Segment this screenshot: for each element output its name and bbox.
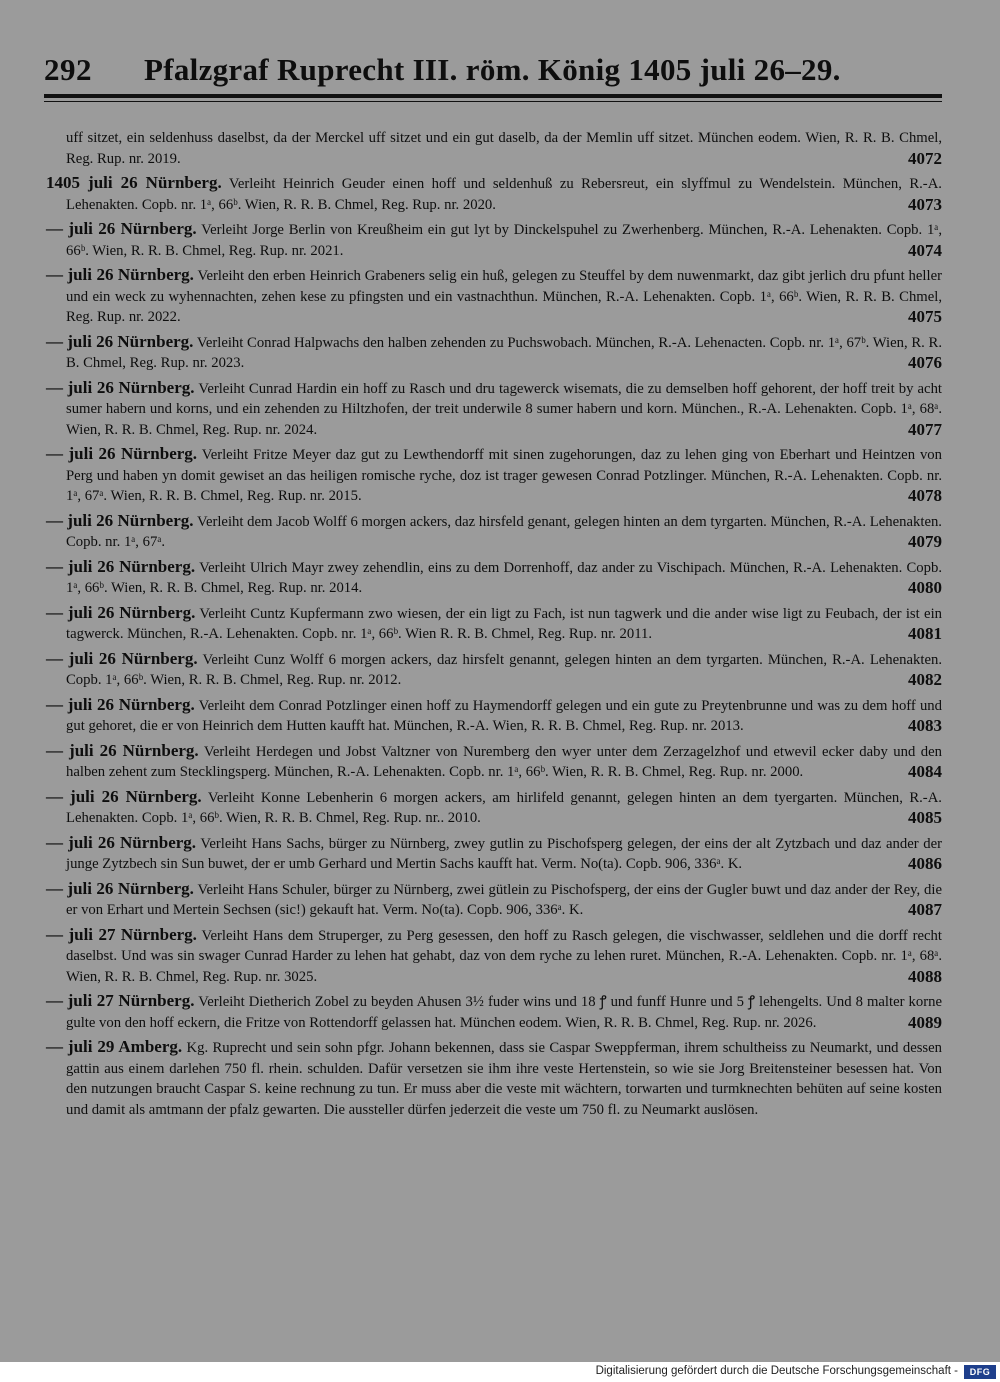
entry-text: Verleiht Fritze Meyer daz gut zu Lewthendorff mit sinen zugehorungen, daz zu lehen ging von Eberhart und Heintzen von Perg und haben yn domit gewiset an das heiligen romische ryche, doz ist trager gewesen Conrad Potzlinger. München, R.-A. Lehenakten. Copb. nr. 1ᵃ, 67ᵃ. Wien, R. R. B. Chmel, Reg. Rup. nr. 2015. xyxy=(66,447,942,504)
entry-number: 4081 xyxy=(908,624,942,643)
entry-number: 4077 xyxy=(908,419,942,439)
entry-number: 4082 xyxy=(908,670,942,689)
entry-text: Verleiht dem Jacob Wolff 6 morgen ackers, daz hirsfeld genant, gelegen hinten an dem tyrgarten. München, R.-A. Lehenakten. Copb. nr. 1ᵃ, 67ᵃ. xyxy=(66,513,942,550)
entry-date: — juli 26 Nürnberg. xyxy=(46,444,198,463)
regest-entry xyxy=(46,786,942,829)
header-rule-thick xyxy=(44,94,942,98)
entry-date: — juli 26 Nürnberg. xyxy=(46,832,197,852)
page-number: 292 xyxy=(44,52,92,87)
entry-number: 4080 xyxy=(908,578,942,597)
entry-number: 4076 xyxy=(908,353,942,372)
entry-text: uff sitzet, ein seldenhuss daselbst, da der Merckel uff sitzet und ein gut daselb, da der Memlin uff sitzet. München eodem. Wien, R. R. B. Chmel, Reg. Rup. nr. 2019. xyxy=(66,130,942,167)
entry-date: — juli 29 Amberg. xyxy=(46,1037,183,1056)
entry-date: — juli 26 Nürnberg. xyxy=(46,219,197,238)
entry-date: — juli 26 Nürnberg. xyxy=(46,377,195,397)
entry-text: Verleiht Dietherich Zobel zu beyden Ahusen 3½ fuder wins und 18 ꝭ und funff Hunre und 5 ꝭ lehengelts. Und 8 malter korne gulte von den hoff eckern, die Fritze von Rottendorff gelassen hat. München eodem. Wien, R. R. B. Chmel, Reg. Rup. nr. 2026. xyxy=(66,994,942,1031)
entry-text: Verleiht Ulrich Mayr zwey zehendlin, eins zu dem Dorrenhoff, daz ander zu Vischipach. München, R.-A. Lehenakten. Copb. 1ᵃ, 66ᵇ. Wien, R. R. B. Chmel, Reg. Rup. nr. 2014. xyxy=(66,559,942,596)
dfg-logo: DFG xyxy=(964,1365,996,1379)
entry-number: 4088 xyxy=(908,966,942,986)
entry-number: 4079 xyxy=(908,532,942,551)
entry-text: Verleiht Hans Sachs, bürger zu Nürnberg, zwey gutlin zu Pischofsperg gelegen, der eins der alt Zytzbach und daz ander der junge Zytzbech sin Sun buwet, der er umb Gerhard und Mertin Sachs kaufft hat. Verm. No(ta). Copb. 906, 336ᵃ. K. xyxy=(66,835,942,872)
regest-entry xyxy=(46,444,942,507)
entry-text: Verleiht Herdegen und Jobst Valtzner von Nuremberg den wyer unter dem Zerzagelzhof und etwevil ecker daby und den halben zehent zum Stecklingsperg. München, R.-A. Lehenakten. Copb. nr. 1ᵃ, 66ᵇ. Wien, R. R. B. Chmel, Reg. Rup. nr. 2000. xyxy=(66,743,942,780)
entry-text: Verleiht Cuntz Kupfermann zwo wiesen, der ein ligt zu Fach, ist nun tagwerk und die ander wise ligt zu Feubach, der ist ein tagwerck. München, R.-A. Lehenakten. Copb. nr. 1ᵃ, 66ᵇ. Wien R. R. B. Chmel, Reg. Rup. nr. 2011. xyxy=(66,605,942,642)
entry-number: 4087 xyxy=(908,900,942,919)
entry-number: 4085 xyxy=(908,808,942,827)
regest-entry xyxy=(46,1037,943,1120)
entry-number: 4078 xyxy=(908,486,942,505)
entry-number: 4089 xyxy=(908,1012,942,1032)
entry-text: Verleiht Hans Schuler, bürger zu Nürnberg, zwei gütlein zu Pischofsperg, der eins der Gugler buwt und daz ander der Rey, die er von Erhart und Mertein Sechsen (sic!) gekauft hat. Verm. No(ta). Copb. 906, 336ᵃ. K. xyxy=(66,881,942,918)
entry-number: 4073 xyxy=(908,194,942,214)
entry-number: 4075 xyxy=(908,307,942,326)
entry-date: — juli 26 Nürnberg. xyxy=(46,786,202,806)
entry-number: 4086 xyxy=(908,854,942,873)
entry-number: 4074 xyxy=(908,240,942,260)
regest-entry xyxy=(46,377,942,441)
entry-date: — juli 26 Nürnberg. xyxy=(46,694,195,714)
regest-entry xyxy=(46,331,942,374)
regest-entry xyxy=(46,924,942,988)
regest-entries xyxy=(46,128,943,1120)
regest-entry xyxy=(46,510,942,553)
regest-entry xyxy=(46,832,942,875)
regest-entry xyxy=(46,694,942,737)
regest-entry xyxy=(46,265,942,328)
entry-text: Verleiht Heinrich Geuder einen hoff und seldenhuß zu Rebersreut, ein slyffmul zu Wendelstein. München, R.-A. Lehenakten. Copb. nr. 1ᵃ, 66ᵇ. Wien, R. R. B. Chmel, Reg. Rup. nr. 2020. xyxy=(66,176,942,213)
regest-entry xyxy=(46,648,942,691)
entry-date: — juli 26 Nürnberg. xyxy=(46,556,196,576)
entry-date: — juli 26 Nürnberg. xyxy=(46,648,198,668)
regest-entry xyxy=(66,128,942,169)
entry-date: — juli 26 Nürnberg. xyxy=(46,878,194,898)
entry-date: — juli 26 Nürnberg. xyxy=(46,510,194,530)
entry-date: — juli 26 Nürnberg. xyxy=(46,740,199,760)
header-rule-thin xyxy=(44,101,942,102)
regest-entry xyxy=(46,173,942,215)
regest-entry xyxy=(46,878,942,921)
entry-text: Verleiht Cunrad Hardin ein hoff zu Rasch und dru tagewerck wisemats, die zu demselben hoff gehorent, der hoff treit by acht sumer habern und korns, und ein zehenden zu Hiltzhofen, der treit underwile 8 sumer habern und korn. München., R.-A. Lehenakten. Copb. 1ᵃ, 68ᵃ. Wien, R. R. B. Chmel, Reg. Rup. nr. 2024. xyxy=(66,380,942,438)
entry-date: — juli 27 Nürnberg. xyxy=(46,924,197,944)
entry-text: Verleiht Konne Lebenherin 6 morgen ackers, am hirlifeld genannt, gelegen hinten an dem tyergarten. München, R.-A. Lehenakten. Copb. 1ᵃ, 66ᵇ. Wien, R. R. B. Chmel, Reg. Rup. nr.. 2010. xyxy=(66,789,942,826)
entry-date: — juli 26 Nürnberg. xyxy=(46,265,194,284)
regest-entry xyxy=(46,740,942,783)
entry-text: Verleiht Jorge Berlin von Kreußheim ein gut lyt by Dinckelspuhel zu Zwerhenberg. München, R.-A. Lehenakten. Copb. 1ᵃ, 66ᵇ. Wien, R. R. B. Chmel, Reg. Rup. nr. 2021. xyxy=(66,222,942,259)
entry-number: 4084 xyxy=(908,762,942,781)
regest-entry xyxy=(46,219,942,261)
funding-credit: Digitalisierung gefördert durch die Deutsche Forschungsgemeinschaft - xyxy=(595,1365,958,1377)
entry-text: Verleiht Conrad Halpwachs den halben zehenden zu Puchswobach. München, R.-A. Lehenacten. Copb. nr. 1ᵃ, 67ᵇ. Wien, R. R. B. Chmel, Reg. Rup. nr. 2023. xyxy=(66,334,942,371)
entry-date: — juli 26 Nürnberg. xyxy=(46,602,196,622)
regest-entry xyxy=(46,602,942,645)
entry-date: — juli 26 Nürnberg. xyxy=(46,331,194,351)
page-header xyxy=(44,52,944,92)
entry-date: 1405 juli 26 Nürnberg. xyxy=(46,173,222,192)
regest-entry xyxy=(46,556,942,599)
entry-text: Kg. Ruprecht und sein sohn pfgr. Johann bekennen, dass sie Caspar Sweppferman, ihrem schultheiss zu Neumarkt, und dessen gattin aus einem darlehen 750 fl. rhein. schulden. Dafür versetzen sie ihm ihre veste Hertenstein, so wie sie Jorg Breitensteiner besessen hat. Von den nutzungen braucht Caspar S. keine rechnung zu tun. Er muss aber die veste mit wächtern, torwarten und turmknechten behüten auf seine kosten und damit als amtmann der pfalz gewarten. Die aussteller dürfen jederzeit die veste um 750 fl. zu Neumarkt auslösen. xyxy=(66,1040,943,1118)
entry-number: 4083 xyxy=(908,716,942,735)
entry-number: 4072 xyxy=(908,148,942,168)
entry-date: — juli 27 Nürnberg. xyxy=(46,991,195,1010)
entry-text: Verleiht Hans dem Struperger, zu Perg gesessen, den hoff zu Rasch gelegen, die vischwasser, seldlehen und die dorff recht daselbst. Und was sin swager Cunrad Harder zu lehen hat gehabt, daz von dem ryche zu lehen ruret. München, R.-A. Lehenakten. Copb. nr. 1ᵃ, 68ᵃ. Wien, R. R. B. Chmel, Reg. Rup. nr. 3025. xyxy=(66,927,942,985)
regest-entry xyxy=(46,991,942,1033)
entry-text: Verleiht dem Conrad Potzlinger einen hoff zu Haymendorff gelegen und ein gute zu Preytenbrunne und was zu dem hoff und gut gehoret, die er von Heinrich dem Hutten kaufft hat. München, R.-A. Wien, R. R. B. Chmel, Reg. Rup. nr. 2013. xyxy=(66,697,942,734)
footer-bar xyxy=(0,1362,1000,1382)
running-title: Pfalzgraf Ruprecht III. röm. König 1405 juli 26–29. xyxy=(144,52,841,87)
entry-text: Verleiht den erben Heinrich Grabeners selig ein huß, gelegen zu Steuffel by dem nuwenmarkt, daz gibt jerlich dru pfunt heller und ein weck zu wyhennachten, zehen kese zu pfingsten und ein vastnachthun. München, R.-A. Lehenakten. Copb. 1ᵃ, 66ᵇ. Wien, R. R. B. Chmel, Reg. Rup. nr. 2022. xyxy=(66,268,942,325)
entry-text: Verleiht Cunz Wolff 6 morgen ackers, daz hirsfelt genannt, gelegen hinten an dem tyrgarten. München, R.-A. Lehenakten. Copb. 1ᵃ, 66ᵇ. Wien, R. R. B. Chmel, Reg. Rup. nr. 2012. xyxy=(66,651,942,688)
